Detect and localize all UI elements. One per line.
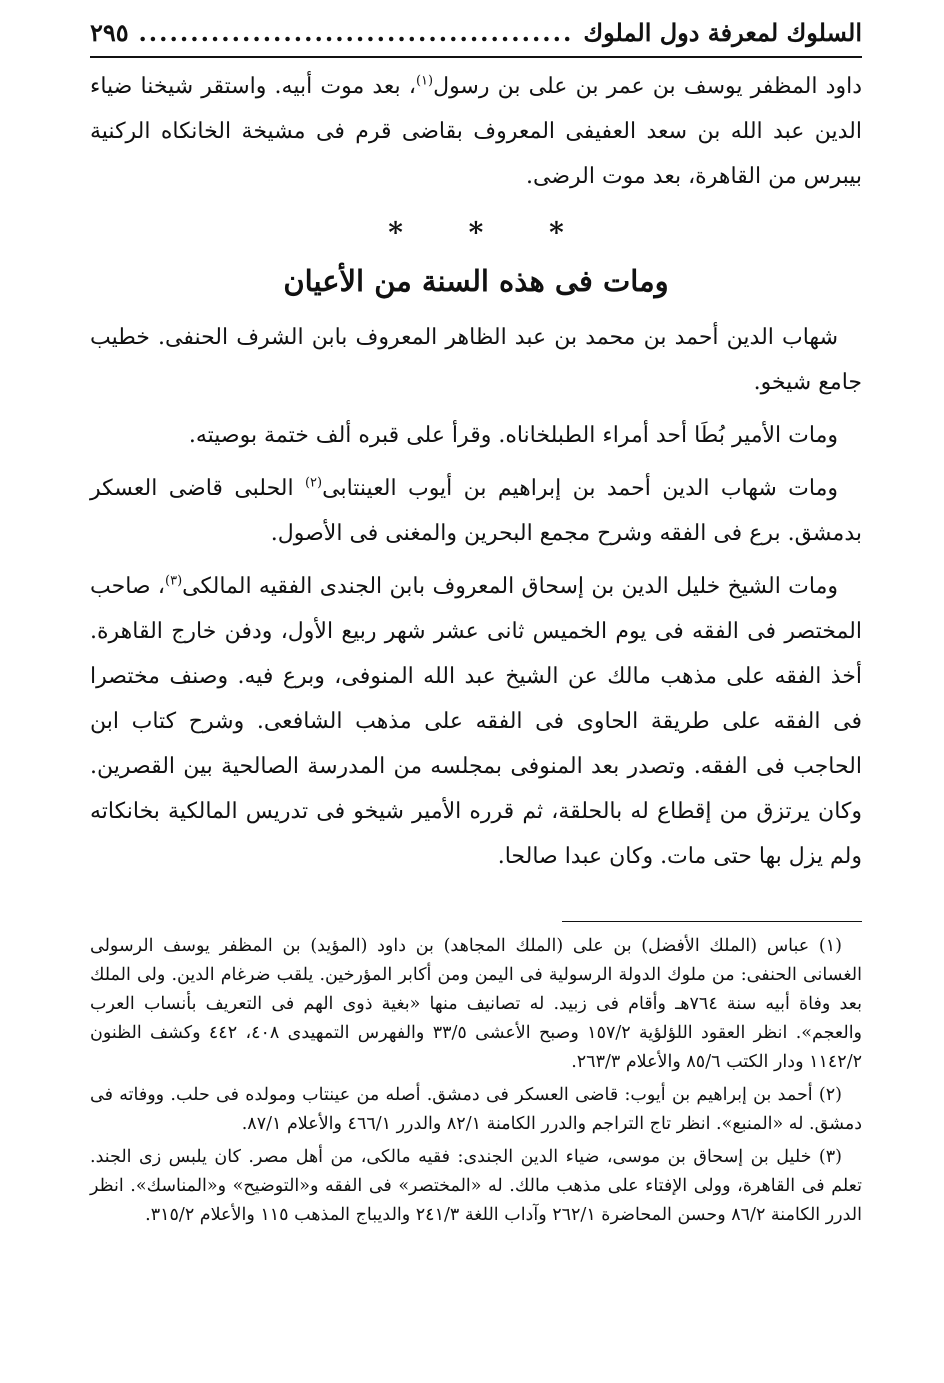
- opening-paragraph: [90, 64, 862, 199]
- obituary-entry-2: [90, 413, 862, 458]
- footnote-ref-2[interactable]: (٢): [304, 475, 323, 491]
- book-page: [90, 18, 862, 1234]
- entry-text: ومات الأمير بُطَا أحد أمراء الطبلخاناه. وقرأ على قبره ألف ختمة بوصيته.: [188, 423, 838, 448]
- section-heading: ومات فى هذه السنة من الأعيان: [283, 264, 669, 298]
- footnotes: [90, 932, 862, 1230]
- footnote-1: (١) عباس (الملك الأفضل) بن على (الملك المجاهد) بن داود (المؤيد) بن المظفر يوسف الرسولى الغسانى الحنفى: من ملوك الدولة الرسولية فى اليمن ومن أكابر المؤرخين. يلقب ضرغام الدين. ولى الملك بعد وفاة أبيه سنة ٧٦٤هـ وأقام فى زبيد. له تصانيف منها «بغية ذوى الهم فى التعريف بأنساب العرب والعجم». انظر العقود اللؤلؤية ١٥٧/٢ وصبح الأعشى ٣٣/٥ والفهرس التمهيدى ٤٠٨، ٤٤٢ وكشف الظنون ١١٤٢/٢ ودار الكتب ٨٥/٦ والأعلام ٢٦٣/٣.: [90, 936, 863, 1072]
- entry-text: ومات الشيخ خليل الدين بن إسحاق المعروف بابن الجندى الفقيه المالكى: [182, 574, 839, 599]
- entry-text-cont: ، صاحب المختصر فى الفقه فى يوم الخميس ثانى عشر شهر ربيع الأول، ودفن خارج القاهرة. أخذ الفقه على مذهب مالك عن الشيخ عبد الله المنوفى، وبرع فيه. وصنف مختصرا فى الفقه على طريقة الحاوى فى الفقه على مذهب الشافعى. وشرح كتاب ابن الحاجب فى الفقه. وتصدر بعد المنوفى بمجلسه من المدرسة الصالحية بين القصرين. وكان يرتزق من إقطاع له بالحلقة، ثم قرره الأمير شيخو فى تدريس المالكية بخانكاته ولم يزل بها حتى مات. وكان عبدا صالحا.: [90, 574, 862, 869]
- entry-text: شهاب الدين أحمد بن محمد بن عبد الظاهر المعروف بابن الشرف الحنفى. خطيب جامع شيخو.: [90, 325, 862, 395]
- footnote-ref-1[interactable]: (١): [415, 73, 434, 89]
- page-number: ٢٩٥: [90, 18, 129, 47]
- running-title: السلوك لمعرفة دول الملوك: [583, 18, 862, 47]
- main-text: [90, 64, 862, 879]
- leader-dots: [139, 18, 574, 47]
- footnote-ref-3[interactable]: (٣): [165, 573, 183, 589]
- obituary-entry-4: [90, 564, 862, 879]
- entry-text: ومات شهاب الدين أحمد بن إبراهيم بن أيوب العينتابى: [322, 476, 838, 501]
- section-separator: * * *: [388, 216, 592, 249]
- footnote-divider: [562, 921, 862, 922]
- footnote-3: (٣) خليل بن إسحاق بن موسى، ضياء الدين الجندى: فقيه مالكى، من أهل مصر. كان يلبس زى الجند. تعلم فى القاهرة، وولى الإفتاء على مذهب مالك. له «المختصر» فى الفقه و«التوضيح» و«المناسك». انظر الدرر الكامنة ٨٦/٢ وحسن المحاضرة ٢٦٢/١ وآداب اللغة ٢٤١/٣ والديباج المذهب ١١٥ والأعلام ٣١٥/٢.: [90, 1147, 862, 1225]
- entry-text-cont: الحلبى قاضى العسكر بدمشق. برع فى الفقه وشرح مجمع البحرين والمغنى فى الأصول.: [90, 476, 862, 546]
- opening-text-b: ، بعد موت أبيه. واستقر شيخنا ضياء الدين عبد الله بن سعد العفيفى المعروف بقاضى قرم فى مشيخة الخانكاه الركنية بيبرس من القاهرة، بعد موت الرضى.: [90, 74, 862, 189]
- opening-text-a: داود المظفر يوسف بن عمر بن على بن رسول: [433, 74, 862, 99]
- obituary-entry-3: [90, 466, 862, 556]
- running-header: [90, 18, 862, 58]
- obituary-entry-1: [90, 315, 862, 405]
- footnote-2: (٢) أحمد بن إبراهيم بن أيوب: قاضى العسكر فى دمشق. أصله من عينتاب ومولده فى حلب. ووفاته فى دمشق. له «المنبع». انظر تاج التراجم والدرر الكامنة ٨٢/١ والدرر ٤٦٦/١ والأعلام ٨٧/١.: [90, 1085, 862, 1134]
